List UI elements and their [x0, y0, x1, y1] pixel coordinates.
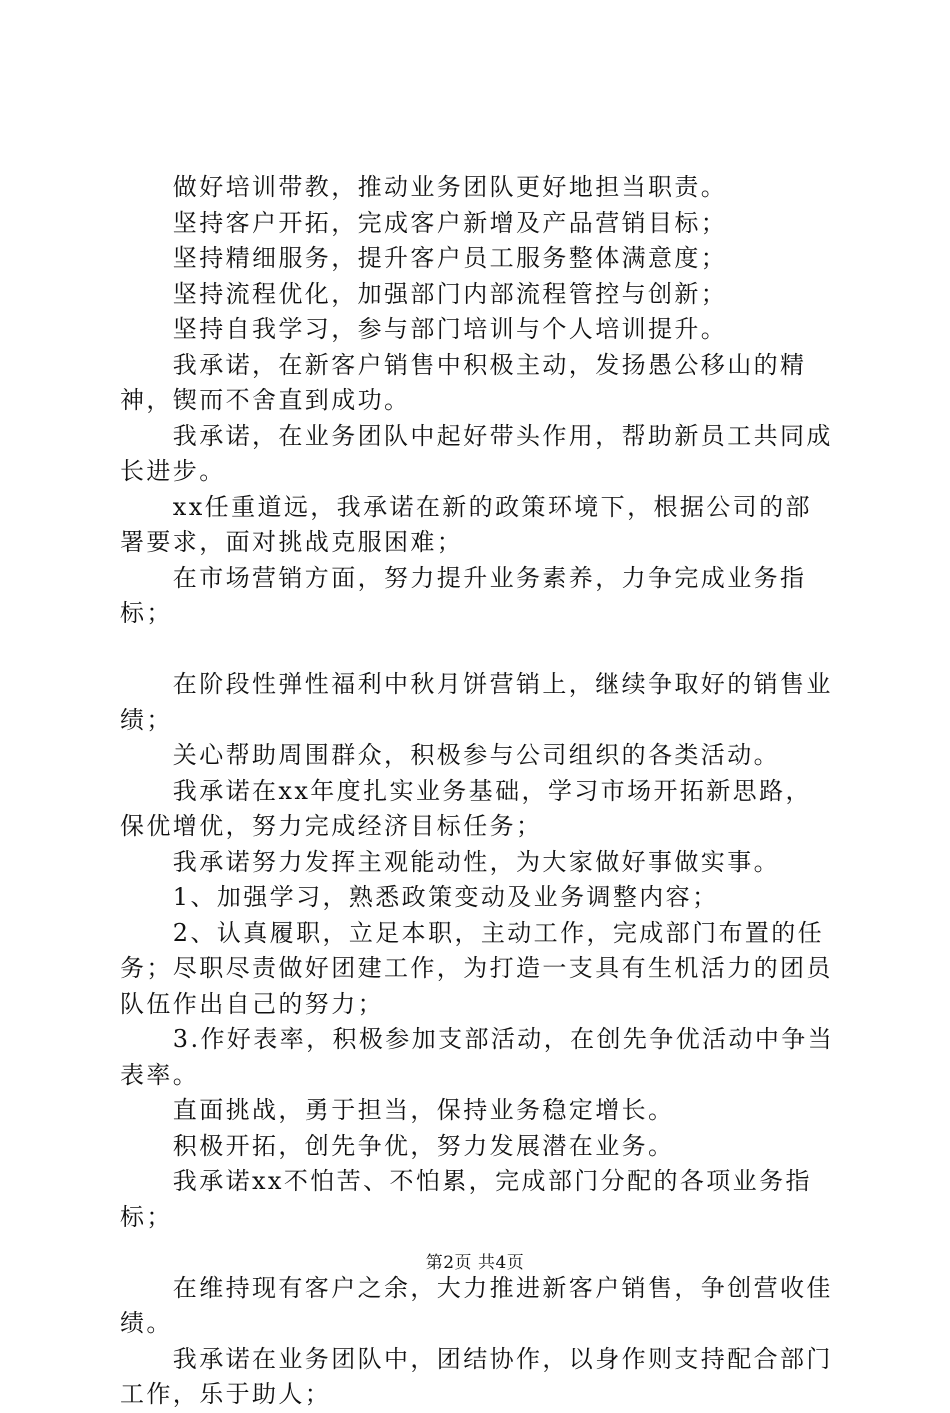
page-number: 第2页 共4页: [425, 1253, 525, 1273]
document-body: [120, 170, 835, 1413]
paragraph: xx任重道远，我承诺在新的政策环境下，根据公司的部署要求，面对挑战克服困难；: [120, 492, 812, 556]
paragraph: 我承诺努力发挥主观能动性，为大家做好事做实事。: [120, 847, 780, 876]
paragraph: 在阶段性弹性福利中秋月饼营销上，继续争取好的销售业绩；: [120, 670, 833, 734]
paragraph: 2、认真履职，立足本职，主动工作，完成部门布置的任务；尽职尽责做好团建工作，为打造一支具有生机活力的团员队伍作出自己的努力；: [120, 918, 833, 1018]
paragraph: 在维持现有客户之余，大力推进新客户销售，争创营收佳绩。: [120, 1273, 833, 1337]
paragraph: 我承诺，在新客户销售中积极主动，发扬愚公移山的精神，锲而不舍直到成功。: [120, 350, 807, 414]
paragraph: 我承诺在业务团队中，团结协作，以身作则支持配合部门工作，乐于助人；: [120, 1344, 833, 1408]
paragraph: 3.作好表率，积极参加支部活动，在创先争优活动中争当表率。: [120, 1025, 835, 1089]
paragraph: 在市场营销方面，努力提升业务素养，力争完成业务指标；: [120, 563, 807, 627]
paragraph: 直面挑战，勇于担当，保持业务稳定增长。: [120, 1096, 675, 1124]
paragraph: 做好培训带教，推动业务团队更好地担当职责。: [120, 173, 728, 201]
blank-line: [120, 632, 835, 668]
paragraph: 我承诺xx不怕苦、不怕累，完成部门分配的各项业务指标；: [120, 1167, 812, 1231]
paragraph: 坚持精细服务，提升客户员工服务整体满意度；: [120, 244, 728, 272]
paragraph: 坚持流程优化，加强部门内部流程管控与创新；: [120, 279, 728, 308]
paragraph: 我承诺，在业务团队中起好带头作用，帮助新员工共同成长进步。: [120, 421, 833, 485]
paragraph: 坚持自我学习，参与部门培训与个人培训提升。: [120, 315, 728, 343]
paragraph: 1、加强学习，熟悉政策变动及业务调整内容；: [120, 883, 719, 911]
paragraph: 积极开拓，创先争优，努力发展潜在业务。: [120, 1131, 675, 1160]
paragraph: 我承诺在xx年度扎实业务基础，学习市场开拓新思路，保优增优，努力完成经济目标任务；: [120, 776, 812, 840]
paragraph: 关心帮助周围群众，积极参与公司组织的各类活动。: [120, 741, 780, 769]
page-footer: [0, 1248, 950, 1273]
paragraph: 坚持客户开拓，完成客户新增及产品营销目标；: [120, 208, 728, 237]
